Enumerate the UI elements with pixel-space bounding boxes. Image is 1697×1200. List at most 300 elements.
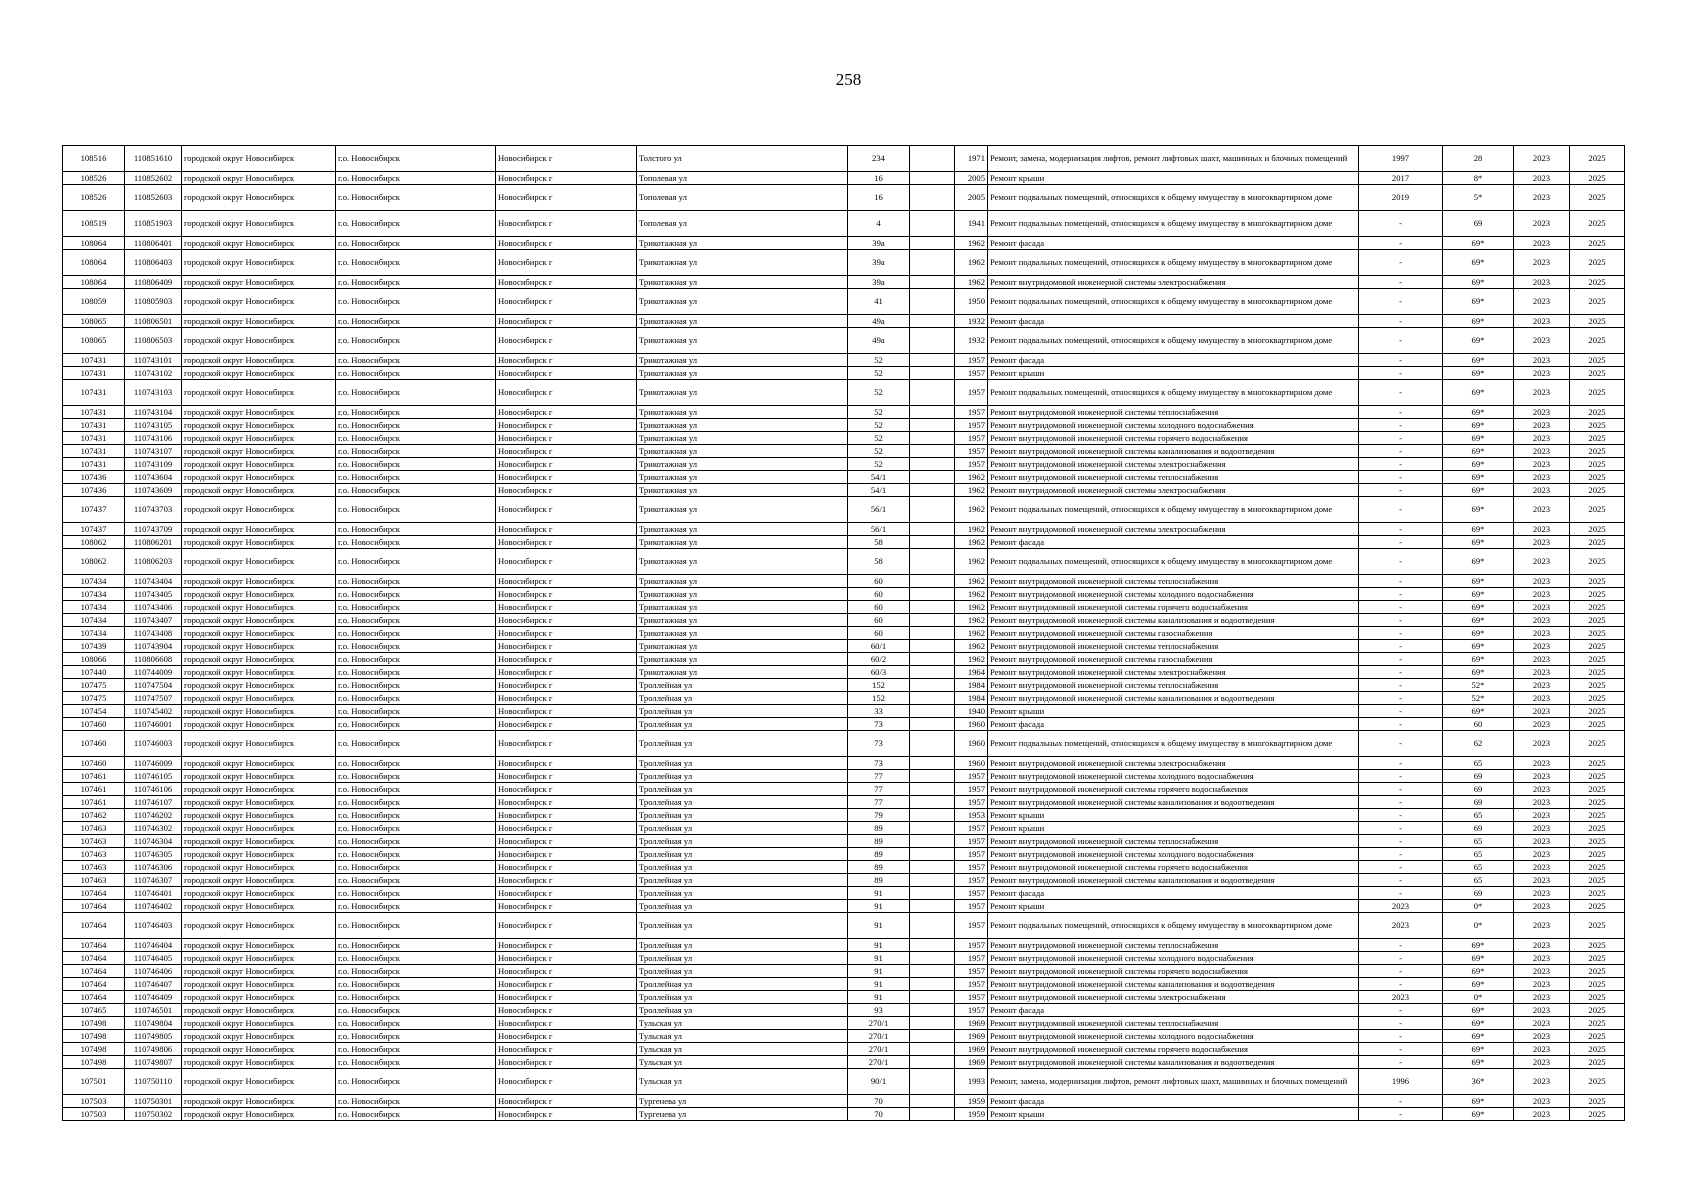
wear-percent-cell: 69* — [1443, 276, 1514, 289]
plan-start-year-cell: 2023 — [1514, 809, 1570, 822]
record-id-cell: 110743104 — [125, 406, 182, 419]
wear-percent-cell: 65 — [1443, 848, 1514, 861]
last-repair-year-cell: - — [1359, 380, 1443, 406]
plan-start-year-cell: 2023 — [1514, 458, 1570, 471]
locality-cell: Новосибирск г — [496, 536, 637, 549]
wear-percent-cell: 69* — [1443, 588, 1514, 601]
last-repair-year-cell: 2023 — [1359, 991, 1443, 1004]
house-id-cell: 108064 — [63, 276, 125, 289]
house-number-cell: 39а — [848, 250, 910, 276]
municipal-district-cell: городской округ Новосибирск — [182, 1056, 336, 1069]
plan-end-year-cell: 2025 — [1570, 237, 1625, 250]
record-id-cell: 110746305 — [125, 848, 182, 861]
municipality-cell: г.о. Новосибирск — [336, 237, 496, 250]
locality-cell: Новосибирск г — [496, 770, 637, 783]
record-id-cell: 110744009 — [125, 666, 182, 679]
street-cell: Трикотажная ул — [637, 614, 848, 627]
work-type-cell: Ремонт подвальных помещений, относящихся к общему имуществу в многоквартирном доме — [988, 380, 1359, 406]
plan-end-year-cell: 2025 — [1570, 679, 1625, 692]
house-id-cell: 107463 — [63, 874, 125, 887]
plan-end-year-cell: 2025 — [1570, 289, 1625, 315]
last-repair-year-cell: - — [1359, 705, 1443, 718]
build-year-cell: 1962 — [955, 614, 988, 627]
municipality-cell: г.о. Новосибирск — [336, 276, 496, 289]
locality-cell: Новосибирск г — [496, 627, 637, 640]
house-id-cell: 107464 — [63, 991, 125, 1004]
record-id-cell: 110743408 — [125, 627, 182, 640]
wear-percent-cell: 69* — [1443, 380, 1514, 406]
building-cell — [910, 445, 955, 458]
table-row — [63, 328, 1625, 354]
work-type-cell: Ремонт внутридомовой инженерной системы холодного водоснабжения — [988, 588, 1359, 601]
build-year-cell: 1969 — [955, 1056, 988, 1069]
build-year-cell: 1957 — [955, 887, 988, 900]
house-id-cell: 107460 — [63, 757, 125, 770]
building-cell — [910, 1108, 955, 1121]
record-id-cell: 110743102 — [125, 367, 182, 380]
table-row — [63, 770, 1625, 783]
table-row — [63, 1069, 1625, 1095]
municipal-district-cell: городской округ Новосибирск — [182, 679, 336, 692]
plan-start-year-cell: 2023 — [1514, 445, 1570, 458]
build-year-cell: 1957 — [955, 913, 988, 939]
municipal-district-cell: городской округ Новосибирск — [182, 1108, 336, 1121]
house-number-cell: 52 — [848, 432, 910, 445]
last-repair-year-cell: - — [1359, 1017, 1443, 1030]
house-id-cell: 107437 — [63, 497, 125, 523]
work-type-cell: Ремонт внутридомовой инженерной системы теплоснабжения — [988, 640, 1359, 653]
last-repair-year-cell: - — [1359, 237, 1443, 250]
locality-cell: Новосибирск г — [496, 861, 637, 874]
build-year-cell: 1957 — [955, 380, 988, 406]
work-type-cell: Ремонт подвальных помещений, относящихся к общему имуществу в многоквартирном доме — [988, 328, 1359, 354]
municipality-cell: г.о. Новосибирск — [336, 1069, 496, 1095]
municipal-district-cell: городской округ Новосибирск — [182, 432, 336, 445]
building-cell — [910, 250, 955, 276]
street-cell: Троллейная ул — [637, 692, 848, 705]
municipal-district-cell: городской округ Новосибирск — [182, 991, 336, 1004]
building-cell — [910, 1004, 955, 1017]
table-row — [63, 757, 1625, 770]
house-number-cell: 93 — [848, 1004, 910, 1017]
plan-start-year-cell: 2023 — [1514, 185, 1570, 211]
plan-start-year-cell: 2023 — [1514, 237, 1570, 250]
street-cell: Троллейная ул — [637, 913, 848, 939]
work-type-cell: Ремонт внутридомовой инженерной системы электроснабжения — [988, 666, 1359, 679]
house-number-cell: 52 — [848, 380, 910, 406]
street-cell: Трикотажная ул — [637, 575, 848, 588]
record-id-cell: 110806403 — [125, 250, 182, 276]
street-cell: Троллейная ул — [637, 848, 848, 861]
last-repair-year-cell: - — [1359, 523, 1443, 536]
wear-percent-cell: 69* — [1443, 1017, 1514, 1030]
building-cell — [910, 757, 955, 770]
house-number-cell: 152 — [848, 679, 910, 692]
house-number-cell: 91 — [848, 978, 910, 991]
plan-start-year-cell: 2023 — [1514, 705, 1570, 718]
municipal-district-cell: городской округ Новосибирск — [182, 354, 336, 367]
house-number-cell: 91 — [848, 965, 910, 978]
street-cell: Трикотажная ул — [637, 328, 848, 354]
house-number-cell: 33 — [848, 705, 910, 718]
municipality-cell: г.о. Новосибирск — [336, 796, 496, 809]
table-row — [63, 484, 1625, 497]
municipal-district-cell: городской округ Новосибирск — [182, 1069, 336, 1095]
plan-start-year-cell: 2023 — [1514, 887, 1570, 900]
municipality-cell: г.о. Новосибирск — [336, 354, 496, 367]
municipality-cell: г.о. Новосибирск — [336, 1095, 496, 1108]
record-id-cell: 110746501 — [125, 1004, 182, 1017]
street-cell: Трикотажная ул — [637, 406, 848, 419]
work-type-cell: Ремонт внутридомовой инженерной системы холодного водоснабжения — [988, 848, 1359, 861]
locality-cell: Новосибирск г — [496, 731, 637, 757]
plan-end-year-cell: 2025 — [1570, 484, 1625, 497]
house-number-cell: 89 — [848, 835, 910, 848]
house-id-cell: 107431 — [63, 406, 125, 419]
record-id-cell: 110743609 — [125, 484, 182, 497]
last-repair-year-cell: - — [1359, 653, 1443, 666]
house-number-cell: 73 — [848, 757, 910, 770]
table-row — [63, 315, 1625, 328]
building-cell — [910, 861, 955, 874]
wear-percent-cell: 69* — [1443, 354, 1514, 367]
plan-start-year-cell: 2023 — [1514, 627, 1570, 640]
work-type-cell: Ремонт внутридомовой инженерной системы теплоснабжения — [988, 406, 1359, 419]
municipal-district-cell: городской округ Новосибирск — [182, 913, 336, 939]
wear-percent-cell: 69* — [1443, 367, 1514, 380]
plan-end-year-cell: 2025 — [1570, 848, 1625, 861]
last-repair-year-cell: - — [1359, 809, 1443, 822]
municipality-cell: г.о. Новосибирск — [336, 536, 496, 549]
work-type-cell: Ремонт подвальных помещений, относящихся к общему имуществу в многоквартирном доме — [988, 731, 1359, 757]
house-id-cell: 108519 — [63, 211, 125, 237]
municipality-cell: г.о. Новосибирск — [336, 874, 496, 887]
record-id-cell: 110745402 — [125, 705, 182, 718]
wear-percent-cell: 69* — [1443, 1108, 1514, 1121]
plan-end-year-cell: 2025 — [1570, 900, 1625, 913]
work-type-cell: Ремонт фасада — [988, 354, 1359, 367]
build-year-cell: 1957 — [955, 406, 988, 419]
work-type-cell: Ремонт внутридомовой инженерной системы газоснабжения — [988, 627, 1359, 640]
plan-end-year-cell: 2025 — [1570, 627, 1625, 640]
locality-cell: Новосибирск г — [496, 757, 637, 770]
municipality-cell: г.о. Новосибирск — [336, 640, 496, 653]
table-row — [63, 939, 1625, 952]
table-row — [63, 848, 1625, 861]
house-number-cell: 77 — [848, 770, 910, 783]
record-id-cell: 110806501 — [125, 315, 182, 328]
table-row — [63, 601, 1625, 614]
record-id-cell: 110743604 — [125, 471, 182, 484]
plan-end-year-cell: 2025 — [1570, 367, 1625, 380]
build-year-cell: 1962 — [955, 276, 988, 289]
record-id-cell: 110746409 — [125, 991, 182, 1004]
house-number-cell: 39а — [848, 237, 910, 250]
municipality-cell: г.о. Новосибирск — [336, 900, 496, 913]
building-cell — [910, 328, 955, 354]
wear-percent-cell: 52* — [1443, 692, 1514, 705]
house-number-cell: 56/1 — [848, 497, 910, 523]
last-repair-year-cell: - — [1359, 432, 1443, 445]
table-row — [63, 419, 1625, 432]
plan-start-year-cell: 2023 — [1514, 640, 1570, 653]
house-id-cell: 107501 — [63, 1069, 125, 1095]
record-id-cell: 110743109 — [125, 458, 182, 471]
wear-percent-cell: 28 — [1443, 146, 1514, 172]
plan-start-year-cell: 2023 — [1514, 1056, 1570, 1069]
building-cell — [910, 380, 955, 406]
plan-start-year-cell: 2023 — [1514, 146, 1570, 172]
record-id-cell: 110746304 — [125, 835, 182, 848]
municipality-cell: г.о. Новосибирск — [336, 601, 496, 614]
build-year-cell: 1959 — [955, 1095, 988, 1108]
municipality-cell: г.о. Новосибирск — [336, 380, 496, 406]
plan-end-year-cell: 2025 — [1570, 809, 1625, 822]
municipality-cell: г.о. Новосибирск — [336, 432, 496, 445]
municipal-district-cell: городской округ Новосибирск — [182, 848, 336, 861]
work-type-cell: Ремонт внутридомовой инженерной системы канализования и водоотведения — [988, 1056, 1359, 1069]
plan-end-year-cell: 2025 — [1570, 770, 1625, 783]
house-id-cell: 107464 — [63, 952, 125, 965]
house-number-cell: 60/2 — [848, 653, 910, 666]
plan-end-year-cell: 2025 — [1570, 822, 1625, 835]
locality-cell: Новосибирск г — [496, 692, 637, 705]
plan-start-year-cell: 2023 — [1514, 289, 1570, 315]
wear-percent-cell: 36* — [1443, 1069, 1514, 1095]
municipal-district-cell: городской округ Новосибирск — [182, 887, 336, 900]
work-type-cell: Ремонт крыши — [988, 705, 1359, 718]
table-row — [63, 887, 1625, 900]
house-id-cell: 107464 — [63, 965, 125, 978]
last-repair-year-cell: - — [1359, 315, 1443, 328]
municipal-district-cell: городской округ Новосибирск — [182, 1004, 336, 1017]
house-number-cell: 91 — [848, 900, 910, 913]
record-id-cell: 110852602 — [125, 172, 182, 185]
street-cell: Трикотажная ул — [637, 237, 848, 250]
plan-end-year-cell: 2025 — [1570, 250, 1625, 276]
municipal-district-cell: городской округ Новосибирск — [182, 458, 336, 471]
street-cell: Тургенева ул — [637, 1108, 848, 1121]
building-cell — [910, 952, 955, 965]
record-id-cell: 110746307 — [125, 874, 182, 887]
record-id-cell: 110806503 — [125, 328, 182, 354]
municipality-cell: г.о. Новосибирск — [336, 783, 496, 796]
house-id-cell: 107464 — [63, 978, 125, 991]
building-cell — [910, 588, 955, 601]
wear-percent-cell: 69* — [1443, 952, 1514, 965]
record-id-cell: 110743103 — [125, 380, 182, 406]
build-year-cell: 1957 — [955, 432, 988, 445]
wear-percent-cell: 69* — [1443, 640, 1514, 653]
municipality-cell: г.о. Новосибирск — [336, 965, 496, 978]
municipal-district-cell: городской округ Новосибирск — [182, 328, 336, 354]
house-number-cell: 70 — [848, 1108, 910, 1121]
table-row — [63, 289, 1625, 315]
record-id-cell: 110746105 — [125, 770, 182, 783]
build-year-cell: 1962 — [955, 536, 988, 549]
plan-start-year-cell: 2023 — [1514, 1004, 1570, 1017]
plan-start-year-cell: 2023 — [1514, 315, 1570, 328]
last-repair-year-cell: - — [1359, 445, 1443, 458]
house-id-cell: 107431 — [63, 419, 125, 432]
plan-start-year-cell: 2023 — [1514, 783, 1570, 796]
record-id-cell: 110851610 — [125, 146, 182, 172]
locality-cell: Новосибирск г — [496, 497, 637, 523]
work-type-cell: Ремонт крыши — [988, 809, 1359, 822]
street-cell: Трикотажная ул — [637, 367, 848, 380]
house-number-cell: 58 — [848, 536, 910, 549]
plan-start-year-cell: 2023 — [1514, 1030, 1570, 1043]
house-id-cell: 108064 — [63, 250, 125, 276]
plan-start-year-cell: 2023 — [1514, 978, 1570, 991]
record-id-cell: 110746401 — [125, 887, 182, 900]
municipality-cell: г.о. Новосибирск — [336, 406, 496, 419]
building-cell — [910, 1030, 955, 1043]
municipality-cell: г.о. Новосибирск — [336, 822, 496, 835]
municipal-district-cell: городской округ Новосибирск — [182, 471, 336, 484]
municipality-cell: г.о. Новосибирск — [336, 770, 496, 783]
locality-cell: Новосибирск г — [496, 1030, 637, 1043]
house-number-cell: 89 — [848, 848, 910, 861]
locality-cell: Новосибирск г — [496, 718, 637, 731]
building-cell — [910, 211, 955, 237]
wear-percent-cell: 69* — [1443, 601, 1514, 614]
house-id-cell: 107437 — [63, 523, 125, 536]
table-row — [63, 211, 1625, 237]
build-year-cell: 1962 — [955, 640, 988, 653]
last-repair-year-cell: - — [1359, 484, 1443, 497]
wear-percent-cell: 69* — [1443, 1056, 1514, 1069]
locality-cell: Новосибирск г — [496, 848, 637, 861]
work-type-cell: Ремонт фасада — [988, 887, 1359, 900]
building-cell — [910, 185, 955, 211]
municipality-cell: г.о. Новосибирск — [336, 185, 496, 211]
plan-start-year-cell: 2023 — [1514, 328, 1570, 354]
wear-percent-cell: 65 — [1443, 861, 1514, 874]
street-cell: Трикотажная ул — [637, 588, 848, 601]
wear-percent-cell: 69* — [1443, 289, 1514, 315]
house-id-cell: 107461 — [63, 770, 125, 783]
record-id-cell: 110743404 — [125, 575, 182, 588]
house-number-cell: 49а — [848, 315, 910, 328]
street-cell: Троллейная ул — [637, 822, 848, 835]
plan-start-year-cell: 2023 — [1514, 354, 1570, 367]
record-id-cell: 110746003 — [125, 731, 182, 757]
plan-start-year-cell: 2023 — [1514, 471, 1570, 484]
house-id-cell: 107431 — [63, 380, 125, 406]
table-row — [63, 406, 1625, 419]
building-cell — [910, 848, 955, 861]
build-year-cell: 1957 — [955, 861, 988, 874]
house-number-cell: 58 — [848, 549, 910, 575]
municipality-cell: г.о. Новосибирск — [336, 952, 496, 965]
build-year-cell: 1962 — [955, 549, 988, 575]
plan-end-year-cell: 2025 — [1570, 172, 1625, 185]
house-number-cell: 270/1 — [848, 1030, 910, 1043]
street-cell: Трикотажная ул — [637, 640, 848, 653]
wear-percent-cell: 69* — [1443, 315, 1514, 328]
plan-start-year-cell: 2023 — [1514, 679, 1570, 692]
locality-cell: Новосибирск г — [496, 354, 637, 367]
last-repair-year-cell: - — [1359, 1004, 1443, 1017]
plan-start-year-cell: 2023 — [1514, 588, 1570, 601]
plan-end-year-cell: 2025 — [1570, 1095, 1625, 1108]
street-cell: Трикотажная ул — [637, 653, 848, 666]
plan-end-year-cell: 2025 — [1570, 1108, 1625, 1121]
building-cell — [910, 939, 955, 952]
work-type-cell: Ремонт крыши — [988, 1108, 1359, 1121]
building-cell — [910, 1069, 955, 1095]
build-year-cell: 1984 — [955, 692, 988, 705]
house-id-cell: 108065 — [63, 315, 125, 328]
locality-cell: Новосибирск г — [496, 614, 637, 627]
build-year-cell: 1957 — [955, 419, 988, 432]
build-year-cell: 1957 — [955, 874, 988, 887]
locality-cell: Новосибирск г — [496, 523, 637, 536]
building-cell — [910, 419, 955, 432]
locality-cell: Новосибирск г — [496, 965, 637, 978]
municipal-district-cell: городской округ Новосибирск — [182, 1043, 336, 1056]
municipal-district-cell: городской округ Новосибирск — [182, 627, 336, 640]
last-repair-year-cell: - — [1359, 718, 1443, 731]
record-id-cell: 110806401 — [125, 237, 182, 250]
build-year-cell: 1932 — [955, 315, 988, 328]
house-number-cell: 60 — [848, 588, 910, 601]
municipal-district-cell: городской округ Новосибирск — [182, 185, 336, 211]
record-id-cell: 110743406 — [125, 601, 182, 614]
build-year-cell: 1957 — [955, 796, 988, 809]
locality-cell: Новосибирск г — [496, 835, 637, 848]
building-cell — [910, 614, 955, 627]
wear-percent-cell: 69* — [1443, 445, 1514, 458]
house-id-cell: 107463 — [63, 835, 125, 848]
house-number-cell: 60 — [848, 575, 910, 588]
street-cell: Трикотажная ул — [637, 484, 848, 497]
plan-end-year-cell: 2025 — [1570, 874, 1625, 887]
plan-start-year-cell: 2023 — [1514, 1069, 1570, 1095]
plan-start-year-cell: 2023 — [1514, 848, 1570, 861]
locality-cell: Новосибирск г — [496, 328, 637, 354]
municipality-cell: г.о. Новосибирск — [336, 367, 496, 380]
last-repair-year-cell: - — [1359, 783, 1443, 796]
plan-start-year-cell: 2023 — [1514, 900, 1570, 913]
building-cell — [910, 536, 955, 549]
house-number-cell: 77 — [848, 796, 910, 809]
record-id-cell: 110746202 — [125, 809, 182, 822]
wear-percent-cell: 69* — [1443, 237, 1514, 250]
wear-percent-cell: 69* — [1443, 497, 1514, 523]
work-type-cell: Ремонт внутридомовой инженерной системы горячего водоснабжения — [988, 432, 1359, 445]
work-type-cell: Ремонт внутридомовой инженерной системы теплоснабжения — [988, 575, 1359, 588]
municipality-cell: г.о. Новосибирск — [336, 1030, 496, 1043]
work-type-cell: Ремонт внутридомовой инженерной системы теплоснабжения — [988, 679, 1359, 692]
house-id-cell: 108064 — [63, 237, 125, 250]
building-cell — [910, 991, 955, 1004]
building-cell — [910, 354, 955, 367]
last-repair-year-cell: - — [1359, 575, 1443, 588]
locality-cell: Новосибирск г — [496, 887, 637, 900]
locality-cell: Новосибирск г — [496, 211, 637, 237]
plan-start-year-cell: 2023 — [1514, 991, 1570, 1004]
house-number-cell: 270/1 — [848, 1056, 910, 1069]
wear-percent-cell: 69* — [1443, 484, 1514, 497]
house-id-cell: 107434 — [63, 601, 125, 614]
record-id-cell: 110746302 — [125, 822, 182, 835]
house-id-cell: 107460 — [63, 731, 125, 757]
building-cell — [910, 627, 955, 640]
plan-start-year-cell: 2023 — [1514, 939, 1570, 952]
municipal-district-cell: городской округ Новосибирск — [182, 809, 336, 822]
